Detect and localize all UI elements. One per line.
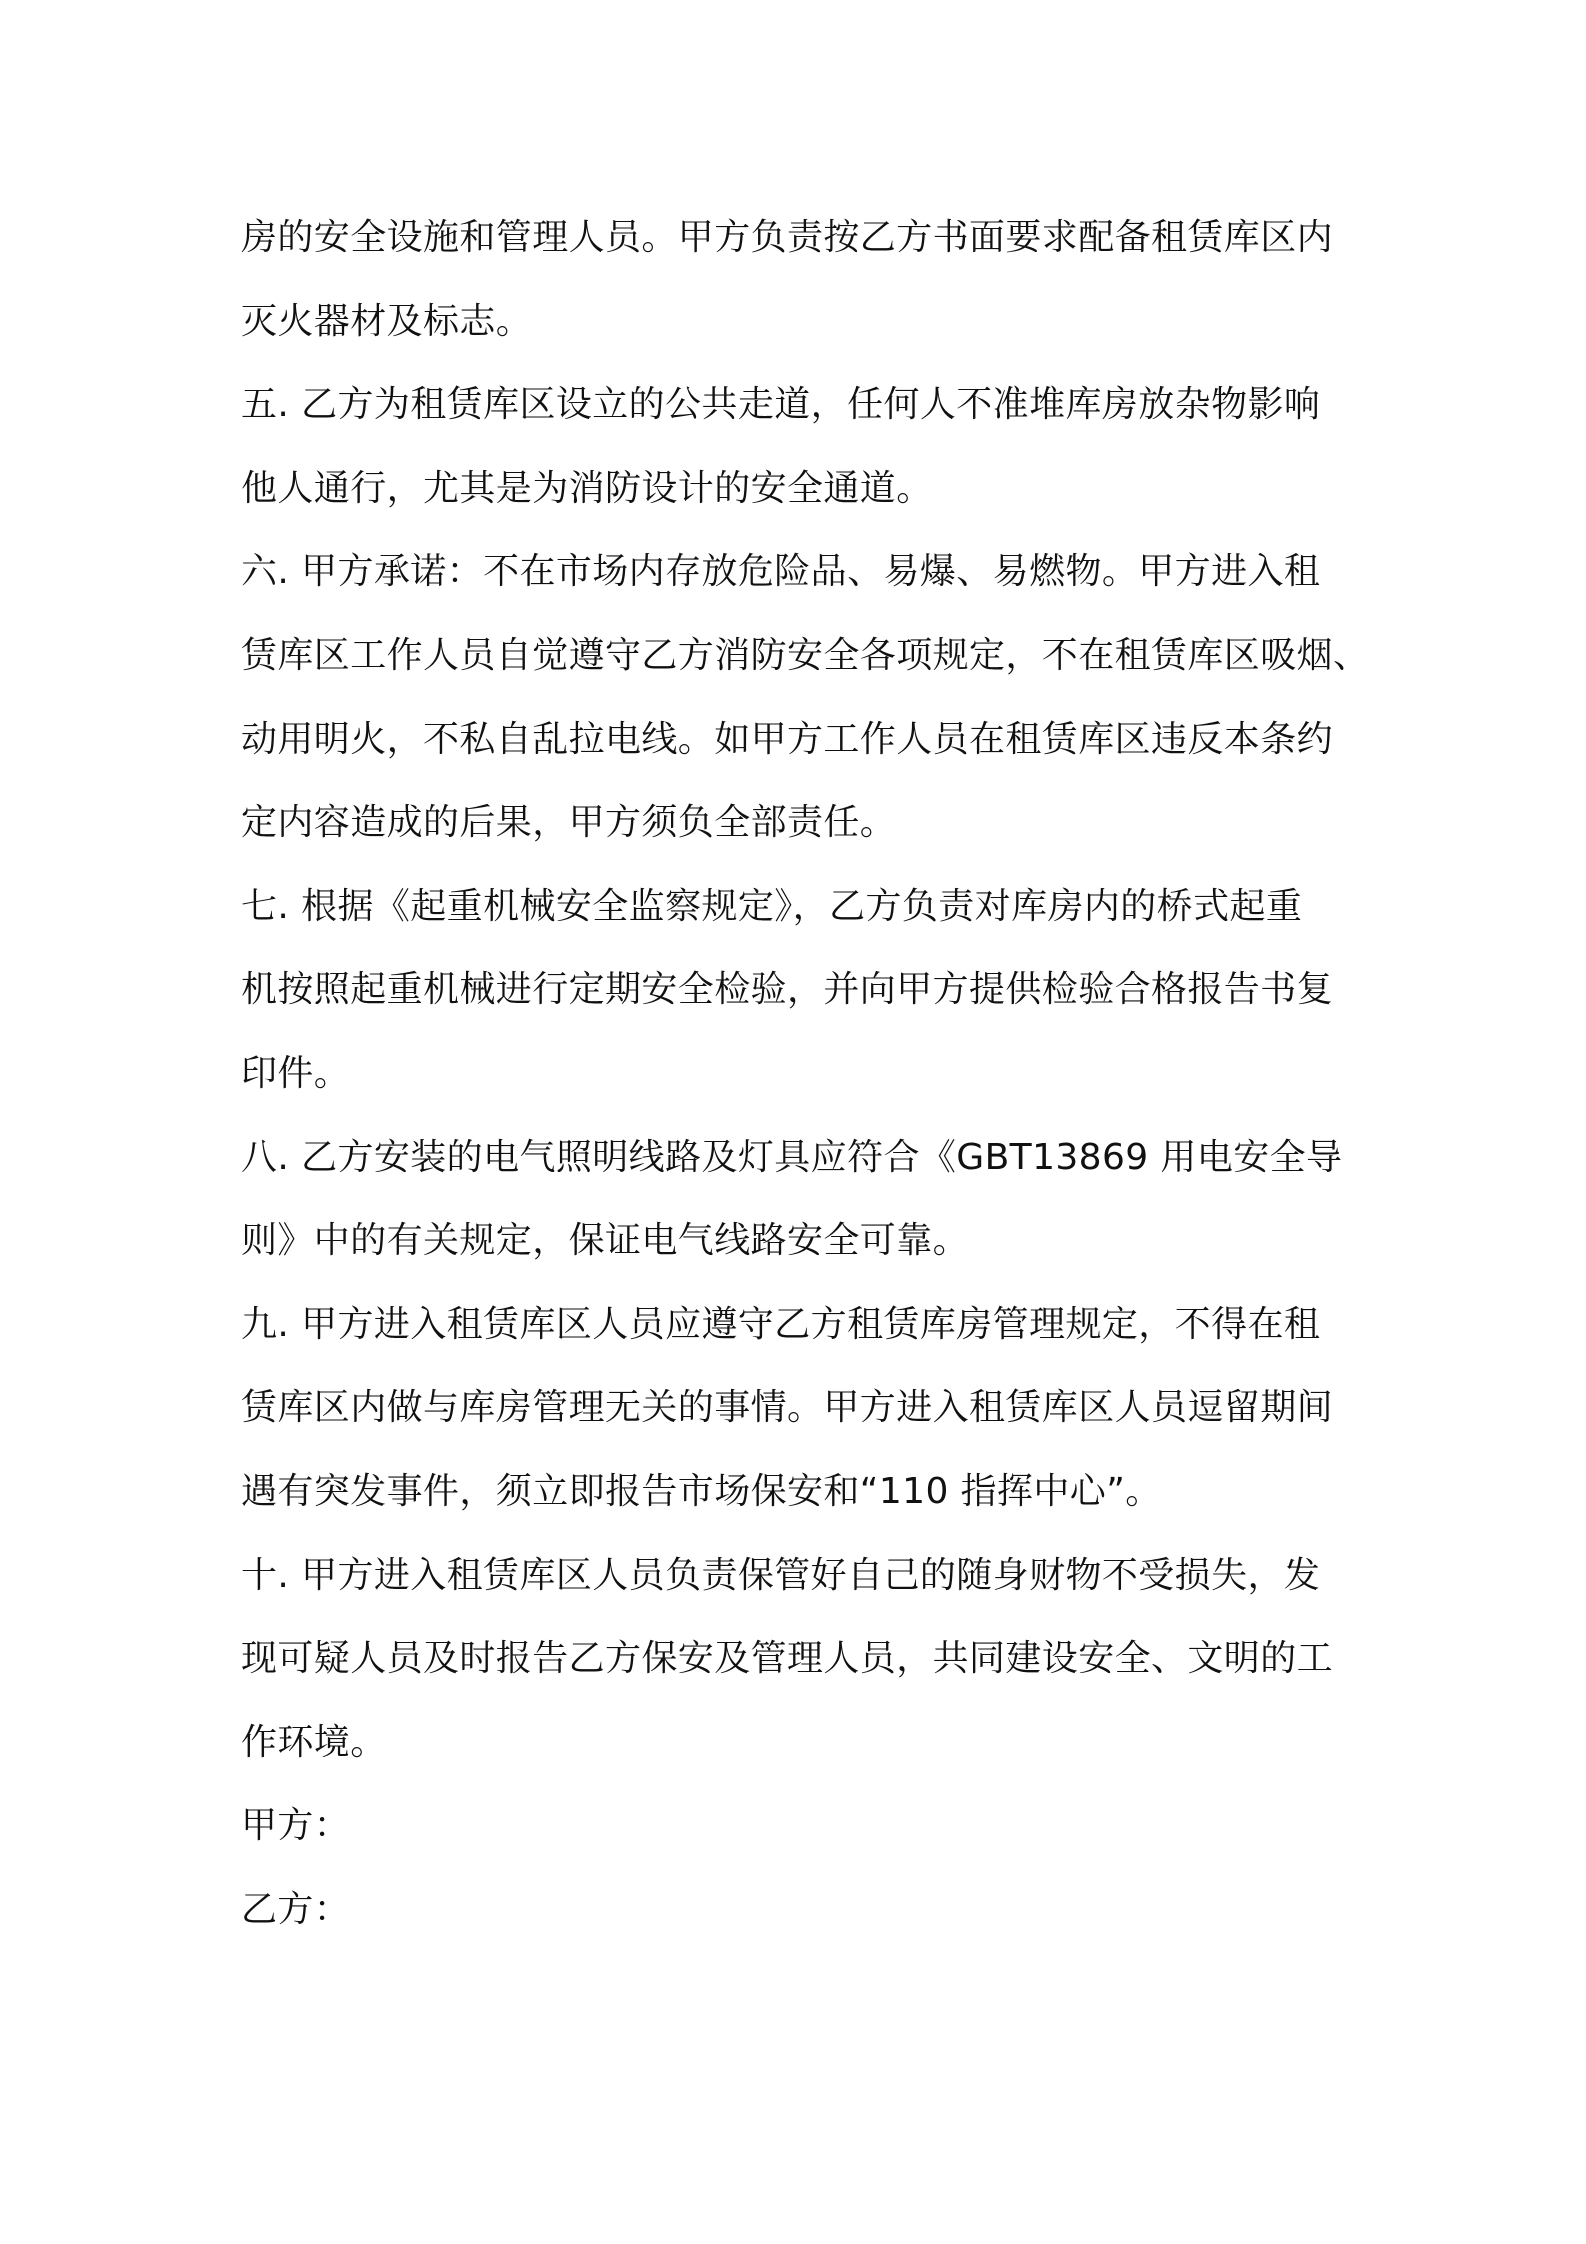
- text-line: 赁库区工作人员自觉遵守乙方消防安全各项规定，不在租赁库区吸烟、: [241, 634, 1370, 676]
- text-line: 动用明火，不私自乱拉电线。如甲方工作人员在租赁库区违反本条约: [241, 718, 1334, 760]
- clause-8: 八. 乙方安装的电气照明线路及灯具应符合《GBT13869 用电安全导: [241, 1136, 1343, 1178]
- text-line: 房的安全设施和管理人员。甲方负责按乙方书面要求配备租赁库区内: [241, 217, 1334, 258]
- clause-5: 五. 乙方为租赁库区设立的公共走道，任何人不准堆库房放杂物影响: [241, 384, 1321, 426]
- text-line: 他人通行，尤其是为消防设计的安全通道。: [241, 467, 933, 509]
- clause-6: 六. 甲方承诺：不在市场内存放危险品、易爆、易燃物。甲方进入租: [241, 551, 1321, 593]
- text-line: 则》中的有关规定，保证电气线路安全可靠。: [241, 1220, 970, 1262]
- text-line: 印件。: [241, 1052, 351, 1094]
- text-line: 作环境。: [241, 1721, 387, 1763]
- text-line: 遇有突发事件，须立即报告市场保安和“110 指挥中心”。: [241, 1470, 1162, 1512]
- party-b-signature-label: 乙方：: [241, 1888, 351, 1930]
- text-line: 灭火器材及标志。: [241, 300, 533, 342]
- text-line: 赁库区内做与库房管理无关的事情。甲方进入租赁库区人员逗留期间: [241, 1387, 1334, 1429]
- clause-7: 七. 根据《起重机械安全监察规定》，乙方负责对库房内的桥式起重: [241, 885, 1303, 927]
- party-a-signature-label: 甲方：: [241, 1805, 351, 1847]
- text-line: 现可疑人员及时报告乙方保安及管理人员，共同建设安全、文明的工: [241, 1638, 1334, 1680]
- text-line: 定内容造成的后果，甲方须负全部责任。: [241, 802, 897, 844]
- document-body: [241, 196, 1371, 1951]
- text-line: 机按照起重机械进行定期安全检验，并向甲方提供检验合格报告书复: [241, 969, 1334, 1011]
- clause-10: 十. 甲方进入租赁库区人员负责保管好自己的随身财物不受损失，发: [241, 1554, 1321, 1596]
- clause-9: 九. 甲方进入租赁库区人员应遵守乙方租赁库房管理规定，不得在租: [241, 1303, 1321, 1345]
